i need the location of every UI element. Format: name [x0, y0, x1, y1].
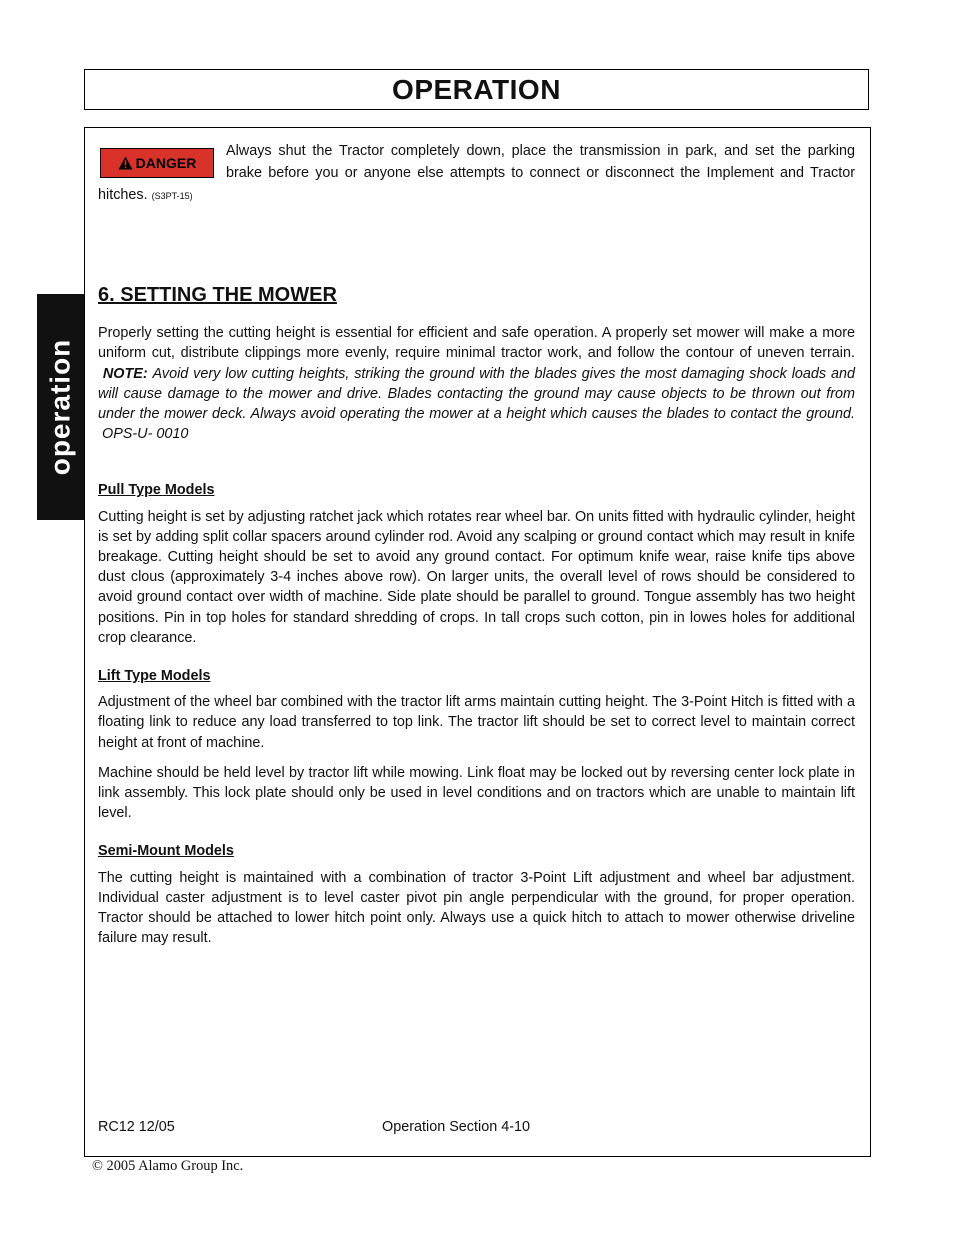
page-header	[84, 69, 869, 110]
section-title: 6. SETTING THE MOWER	[98, 284, 337, 306]
note-code: OPS-U- 0010	[102, 426, 189, 443]
danger-code: (S3PT-15)	[151, 191, 193, 201]
side-tab-label: operation	[44, 338, 76, 476]
semi-mount-heading: Semi-Mount Models	[98, 843, 234, 860]
semi-mount-text: The cutting height is maintained with a combination of tractor 3-Point Lift adjustment and wheel bar adjustment. Individual caster adjustment is to level caster pivot pin angle perpendicular with the ground, for proper operation. Tractor should be attached to lower hitch point only. Always use a quick hitch to attach to mower otherwise driveline failure may result.	[98, 869, 855, 947]
lift-type-text-2: Machine should be held level by tractor lift while mowing. Link float may be locked out by reversing center lock plate in link assembly. This lock plate should only be used in level conditions and on tractors which are unable to maintain lift level.	[98, 764, 855, 822]
danger-sign-label: DANGER	[135, 155, 197, 171]
page-title: OPERATION	[392, 73, 561, 105]
footer-doc-id: RC12 12/05	[98, 1119, 175, 1135]
note-text: Avoid very low cutting heights, striking the ground with the blades gives the most damaging shock loads and will cause damage to the mower and drive. Blades contacting the ground may cause objects to be thrown out from under the mower deck. Always avoid operating the mower at a height which causes the blades to contact the ground.	[98, 365, 856, 423]
intro-text: Properly setting the cutting height is essential for efficient and safe operation. A properly set mower will make a more uniform cut, distribute clippings more evenly, require minimal tractor work, and follow the contour of uneven terrain.	[98, 325, 855, 362]
warning-triangle-icon	[118, 156, 133, 170]
page-content	[98, 140, 855, 958]
danger-text: Always shut the Tractor completely down, place the transmission in park, and set the parking brake before you or anyone else attempts to connect or disconnect the Implement and Tractor hitches.	[98, 143, 855, 203]
side-tab	[37, 294, 84, 520]
pull-type-heading: Pull Type Models	[98, 482, 215, 499]
danger-sign	[100, 148, 214, 178]
copyright: © 2005 Alamo Group Inc.	[92, 1158, 244, 1174]
lift-type-text-1: Adjustment of the wheel bar combined with the tractor lift arms maintain cutting height. The 3-Point Hitch is fitted with a floating link to reduce any load transferred to top link. The tractor lift should be set to correct level to maintain correct height at front of machine.	[98, 694, 855, 751]
footer-page-number: Operation Section 4-10	[382, 1119, 530, 1135]
danger-notice	[98, 140, 855, 207]
lift-type-heading: Lift Type Models	[98, 668, 211, 685]
note-label: NOTE:	[102, 365, 148, 382]
intro-paragraph	[98, 323, 855, 444]
pull-type-text: Cutting height is set by adjusting ratchet jack which rotates rear wheel bar. On units fitted with hydraulic cylinder, height is set by adding split collar spacers around cylinder rod. Avoid any scalping or ground contact which may result in knife breakage. Cutting height should be set to avoid any ground contact. For optimum knife wear, raise knife tips above dust clous (approximately 3-4 inches above row). On larger units, the overall level of rows should be considered to avoid ground contact over width of machine. Side plate should be parallel to ground. Tongue assembly has two height positions. Pin in top holes for standard shredding of crops. In tall crops such cotton, pin in lowes holes for additional crop clearance.	[98, 508, 855, 646]
